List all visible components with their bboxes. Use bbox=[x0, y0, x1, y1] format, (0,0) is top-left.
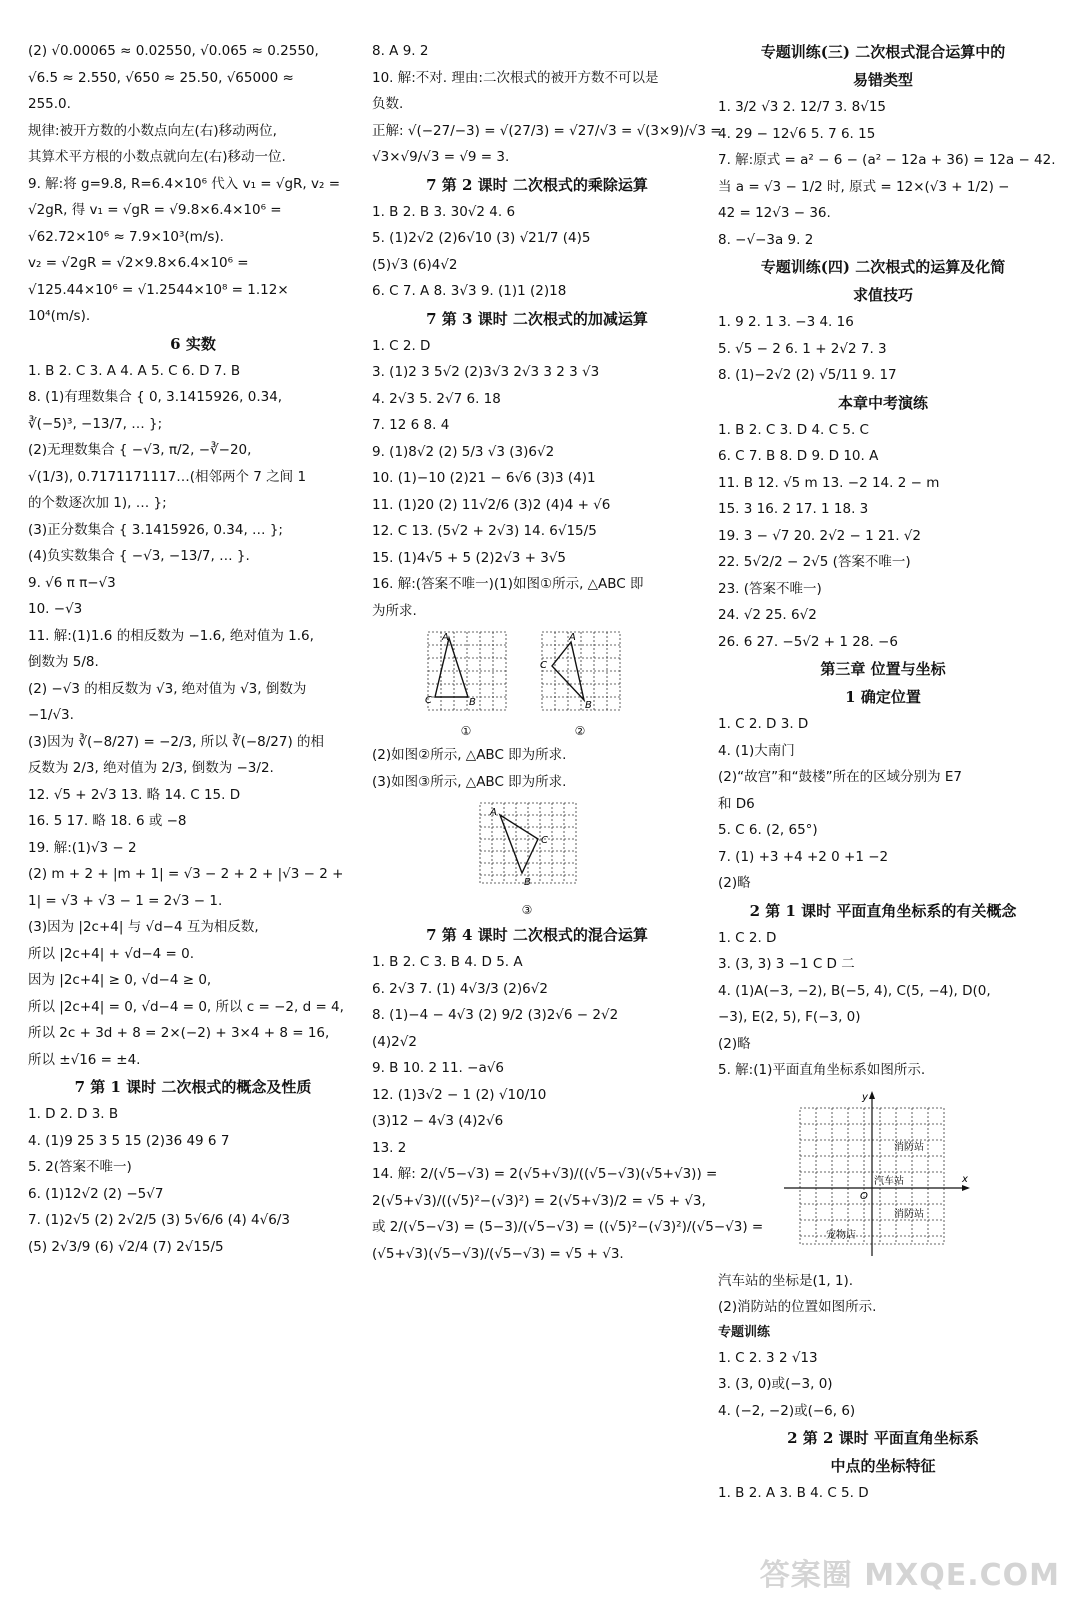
answer-line: 255.0. bbox=[28, 96, 71, 112]
answer-line: √(1/3), 0.7171171117…(相邻两个 7 之间 1 bbox=[28, 468, 307, 485]
answer-line: 1. 9 2. 1 3. −3 4. 16 bbox=[718, 314, 854, 330]
answer-line: 1. 3/2 √3 2. 12/7 3. 8√15 bbox=[718, 99, 886, 115]
answer-line: (3)12 − 4√3 (4)2√6 bbox=[372, 1113, 504, 1129]
answer-line: 5. 解:(1)平面直角坐标系如图所示. bbox=[718, 1062, 926, 1078]
answer-line: 其算术平方根的小数点就向左(右)移动一位. bbox=[28, 149, 286, 165]
answer-line: √3×√9/√3 = √9 = 3. bbox=[372, 149, 510, 165]
answer-line: 4. (−2, −2)或(−6, 6) bbox=[718, 1402, 856, 1419]
answer-line: 1| = √3 + √3 − 1 = 2√3 − 1. bbox=[28, 892, 223, 909]
answer-line: 16. 解:(答案不唯一)(1)如图①所示, △ABC 即 bbox=[372, 576, 644, 592]
axis-y-label: y bbox=[862, 1091, 868, 1103]
place-label-3: 消防站 bbox=[894, 1208, 924, 1220]
fig1-label-a: A bbox=[442, 632, 449, 643]
answer-line: 1. C 2. 3 2 √13 bbox=[718, 1349, 818, 1366]
answer-column-1 bbox=[28, 38, 358, 1260]
answer-line: 当 a = √3 − 1/2 时, 原式 = 12×(√3 + 1/2) − bbox=[718, 178, 1010, 195]
answer-line: 5. (1)2√2 (2)6√10 (3) √21/7 (4)5 bbox=[372, 230, 591, 246]
answer-line: 8. A 9. 2 bbox=[372, 43, 429, 59]
answer-line: 所以 |2c+4| + √d−4 = 0. bbox=[28, 945, 195, 962]
answer-line: (2) m + 2 + |m + 1| = √3 − 2 + 2 + |√3 − 2 + bbox=[28, 866, 344, 882]
figure-1-grid bbox=[422, 628, 510, 720]
answer-line: 6. 2√3 7. (1) 4√3/3 (2)6√2 bbox=[372, 980, 548, 997]
answer-line: 12. √5 + 2√3 13. 略 14. C 15. D bbox=[28, 786, 241, 803]
answer-line: 10. −√3 bbox=[28, 601, 83, 617]
answer-line: (3)正分数集合 { 3.1415926, 0.3̇4̇, … }; bbox=[28, 521, 283, 538]
answer-line: (5) 2√3/9 (6) √2/4 (7) 2√15/5 bbox=[28, 1238, 224, 1255]
answer-line: 1. C 2. D bbox=[372, 337, 431, 354]
fig1-label-c: C bbox=[425, 695, 432, 706]
answer-line: 为所求. bbox=[372, 602, 417, 619]
answer-line: √6.5 ≈ 2.550, √650 ≈ 25.50, √65000 ≈ bbox=[28, 69, 294, 86]
answer-line: 7. (1) +3 +4 +2 0 +1 −2 bbox=[718, 848, 889, 865]
answer-line: (4)负实数集合 { −√3, −13/7, … }. bbox=[28, 548, 250, 564]
section-heading: 专题训练(四) 二次根式的运算及化简 bbox=[760, 258, 1006, 276]
answer-line: (2) √0.00065 ≈ 0.02550, √0.065 ≈ 0.2550, bbox=[28, 43, 319, 59]
answer-line: √125.44×10⁶ = √1.2544×10⁸ = 1.12× bbox=[28, 281, 289, 298]
sub-heading: 专题训练 bbox=[718, 1324, 771, 1340]
fig3-label-b: B bbox=[524, 877, 531, 888]
answer-line: 13. 2 bbox=[372, 1139, 407, 1156]
answer-line: 3. (1)2 3 5√2 (2)3√3 2√3 3 2 3 √3 bbox=[372, 364, 600, 380]
answer-line: −3), E(2, 5), F(−3, 0) bbox=[718, 1009, 861, 1025]
place-label-2: 汽车站 bbox=[874, 1175, 904, 1187]
answer-line: 2(√5+√3)/((√5)²−(√3)²) = 2(√5+√3)/2 = √5 + √3, bbox=[372, 1192, 706, 1209]
answer-line: 3. (3, 3) 3 −1 C D 二 bbox=[718, 956, 855, 972]
answer-line: (2) −√3 的相反数为 √3, 绝对值为 √3, 倒数为 bbox=[28, 680, 307, 697]
section-heading: 第三章 位置与坐标 bbox=[820, 660, 946, 678]
answer-line: (4)2√2 bbox=[372, 1033, 417, 1050]
answer-line: 9. B 10. 2 11. −a√6 bbox=[372, 1060, 504, 1076]
answer-line: 4. (1)A(−3, −2), B(−5, 4), C(5, −4), D(0, bbox=[718, 982, 991, 999]
answer-line: 42 = 12√3 − 36. bbox=[718, 205, 831, 221]
answer-line: 19. 3 − √7 20. 2√2 − 1 21. √2 bbox=[718, 527, 921, 544]
section-heading: 7 第 1 课时 二次根式的概念及性质 bbox=[74, 1078, 312, 1096]
section-heading: 本章中考演练 bbox=[837, 393, 928, 412]
answer-line: (3)因为 |2c+4| 与 √d−4 互为相反数, bbox=[28, 919, 259, 935]
answer-line: √62.72×10⁶ ≈ 7.9×10³(m/s). bbox=[28, 228, 224, 245]
answer-line: 9. (1)8√2 (2) 5/3 √3 (3)6√2 bbox=[372, 443, 555, 460]
figure-1-caption: ① bbox=[460, 724, 472, 738]
answer-line: 5. √5 − 2 6. 1 + 2√2 7. 3 bbox=[718, 340, 887, 357]
answer-line: 11. (1)20 (2) 11√2/6 (3)2 (4)4 + √6 bbox=[372, 496, 611, 513]
answer-line: 8. (1)−4 − 4√3 (2) 9/2 (3)2√6 − 2√2 bbox=[372, 1007, 619, 1023]
answer-line: 和 D6 bbox=[718, 795, 755, 812]
answer-line: ∛(−5)³, −13/7, … }; bbox=[28, 415, 163, 432]
answer-line: 1. B 2. B 3. 30√2 4. 6 bbox=[372, 203, 516, 220]
answer-line: 汽车站的坐标是(1, 1). bbox=[718, 1272, 854, 1289]
answer-line: 7. 12 6 8. 4 bbox=[372, 417, 450, 433]
answer-line: 1. C 2. D 3. D bbox=[718, 716, 809, 732]
figure-3-caption: ③ bbox=[521, 903, 533, 917]
answer-line: 24. √2 25. 6√2 bbox=[718, 607, 817, 623]
section-heading: 6 实数 bbox=[170, 334, 216, 353]
answer-line: 10. 解:不对. 理由:二次根式的被开方数不可以是 bbox=[372, 69, 659, 86]
answer-line: 1. B 2. A 3. B 4. C 5. D bbox=[718, 1485, 869, 1501]
answer-line: 15. 3 16. 2 17. 1 18. 3 bbox=[718, 501, 869, 517]
figure-3-grid bbox=[472, 799, 582, 899]
answer-line: 4. 29 − 12√6 5. 7 6. 15 bbox=[718, 125, 876, 142]
answer-line: 6. C 7. A 8. 3√3 9. (1)1 (2)18 bbox=[372, 283, 567, 299]
answer-line: 11. B 12. √5 m 13. −2 14. 2 − m bbox=[718, 474, 940, 491]
answer-line: 26. 6 27. −5√2 + 1 28. −6 bbox=[718, 633, 898, 650]
answer-line: −1/√3. bbox=[28, 707, 74, 723]
section-heading: 7 第 2 课时 二次根式的乘除运算 bbox=[426, 175, 648, 194]
figure-2-caption: ② bbox=[574, 724, 586, 738]
section-heading: 易错类型 bbox=[852, 71, 913, 89]
answer-line: 12. (1)3√2 − 1 (2) √10/10 bbox=[372, 1086, 547, 1103]
answer-line: 8. (1)有理数集合 { 0, 3.1415926, 0.3̇4̇, bbox=[28, 389, 283, 405]
figure-2 bbox=[536, 628, 624, 738]
answer-line: 的个数逐次加 1), … }; bbox=[28, 495, 167, 511]
answer-line: 11. 解:(1)1.6 的相反数为 −1.6, 绝对值为 1.6, bbox=[28, 627, 314, 644]
answer-line: 16. 5 17. 略 18. 6 或 −8 bbox=[28, 813, 187, 829]
section-heading: 中点的坐标特征 bbox=[830, 1457, 936, 1475]
origin-label: O bbox=[860, 1190, 868, 1202]
section-heading: 2 第 2 课时 平面直角坐标系 bbox=[787, 1429, 979, 1447]
answer-line: (√5+√3)(√5−√3)/(√5−√3) = √5 + √3. bbox=[372, 1245, 624, 1262]
answer-line: 6. C 7. B 8. D 9. D 10. A bbox=[718, 448, 879, 464]
column-3-part-b bbox=[718, 1268, 1048, 1507]
answer-column-3 bbox=[718, 38, 1056, 1507]
answer-line: 正解: √(−27/−3) = √(27/3) = √27/√3 = √(3×9)/√3 = bbox=[372, 122, 722, 139]
place-label-1: 消防站 bbox=[894, 1141, 924, 1153]
place-label-4: 宠物店 bbox=[826, 1229, 856, 1241]
answer-line: 7. 解:原式 = a² − 6 − (a² − 12a + 36) = 12a − 42. bbox=[718, 152, 1056, 168]
fig1-label-b: B bbox=[469, 697, 476, 708]
answer-line: 15. (1)4√5 + 5 (2)2√3 + 3√5 bbox=[372, 549, 567, 566]
section-heading: 7 第 4 课时 二次根式的混合运算 bbox=[426, 926, 648, 944]
answer-line: 5. C 6. (2, 65°) bbox=[718, 822, 818, 838]
answer-line: v₂ = √2gR = √2×9.8×6.4×10⁶ = bbox=[28, 255, 249, 271]
grid-figures-1-2 bbox=[372, 628, 702, 738]
section-heading: 1 确定位置 bbox=[845, 688, 921, 706]
axis-x-label: x bbox=[962, 1173, 968, 1185]
answer-line: (2)略 bbox=[718, 1035, 751, 1052]
answer-line: 8. (1)−2√2 (2) √5/11 9. 17 bbox=[718, 367, 897, 383]
answer-line: 反数为 2/3, 绝对值为 2/3, 倒数为 −3/2. bbox=[28, 760, 274, 776]
answer-line: 1. C 2. D bbox=[718, 929, 777, 946]
answer-line: (3)因为 ∛(−8/27) = −2/3, 所以 ∛(−8/27) 的相 bbox=[28, 733, 325, 750]
figure-2-grid bbox=[536, 628, 624, 720]
answer-line: 因为 |2c+4| ≥ 0, √d−4 ≥ 0, bbox=[28, 972, 212, 988]
answer-line: 8. −√−3a 9. 2 bbox=[718, 231, 814, 248]
grid-figure-3 bbox=[372, 799, 702, 917]
answer-line: 10⁴(m/s). bbox=[28, 308, 91, 324]
answer-line: (2)如图②所示, △ABC 即为所求. bbox=[372, 747, 567, 763]
answer-line: 4. 2√3 5. 2√7 6. 18 bbox=[372, 390, 501, 407]
answer-line: (2)无理数集合 { −√3, π/2, −∛−20, bbox=[28, 442, 252, 458]
answer-line: 4. (1)9 25 3 5 15 (2)36 49 6 7 bbox=[28, 1132, 230, 1149]
section-heading: 7 第 3 课时 二次根式的加减运算 bbox=[426, 309, 648, 328]
answer-line: 所以 ±√16 = ±4. bbox=[28, 1051, 141, 1068]
answer-line: 1. B 2. C 3. A 4. A 5. C 6. D 7. B bbox=[28, 362, 241, 379]
column-2-part-b bbox=[372, 742, 702, 795]
fig3-label-c: C bbox=[541, 835, 548, 846]
answer-line: 6. (1)12√2 (2) −5√7 bbox=[28, 1185, 164, 1202]
section-heading: 2 第 1 课时 平面直角坐标系的有关概念 bbox=[749, 901, 1017, 920]
answer-line: 23. (答案不唯一) bbox=[718, 580, 822, 597]
answer-line: (3)如图③所示, △ABC 即为所求. bbox=[372, 773, 567, 790]
answer-line: (2)略 bbox=[718, 875, 751, 891]
answer-line: 1. B 2. C 3. D 4. C 5. C bbox=[718, 421, 869, 438]
section-heading: 求值技巧 bbox=[852, 286, 913, 304]
answer-line: 9. 解:将 g=9.8, R=6.4×10⁶ 代入 v₁ = √gR, v₂ = bbox=[28, 175, 341, 192]
answer-line: 7. (1)2√5 (2) 2√2/5 (3) 5√6/6 (4) 4√6/3 bbox=[28, 1212, 290, 1228]
answer-line: 所以 2c + 3d + 8 = 2×(−2) + 3×4 + 8 = 16, bbox=[28, 1025, 330, 1041]
coordinate-plane bbox=[776, 1088, 976, 1260]
answer-line: (5)√3 (6)4√2 bbox=[372, 256, 458, 273]
figure-1 bbox=[422, 628, 510, 738]
coordinate-figure bbox=[718, 1088, 1048, 1264]
answer-line: 14. 解: 2/(√5−√3) = 2(√5+√3)/((√5−√3)(√5+√3)) = bbox=[372, 1166, 718, 1182]
answer-line: 12. C 13. (5√2 + 2√3) 14. 6√15/5 bbox=[372, 523, 597, 539]
answer-line: 4. (1)大南门 bbox=[718, 742, 795, 759]
answer-line: 1. D 2. D 3. B bbox=[28, 1106, 119, 1122]
answer-line: 5. 2(答案不唯一) bbox=[28, 1159, 132, 1175]
answer-line: 19. 解:(1)√3 − 2 bbox=[28, 839, 137, 856]
answer-line: 或 2/(√5−√3) = (5−3)/(√5−√3) = ((√5)²−(√3)²)/(√5−√3) = bbox=[372, 1219, 764, 1235]
answer-line: 1. B 2. C 3. B 4. D 5. A bbox=[372, 954, 523, 970]
answer-line: 负数. bbox=[372, 96, 404, 112]
answer-line: (2)消防站的位置如图所示. bbox=[718, 1299, 877, 1315]
watermark-logo: 答案圈 MXQE.COM bbox=[759, 1558, 1060, 1593]
answer-line: 22. 5√2/2 − 2√5 (答案不唯一) bbox=[718, 554, 911, 570]
answer-line: 10. (1)−10 (2)21 − 6√6 (3)3 (4)1 bbox=[372, 470, 596, 486]
column-2-part-a bbox=[372, 38, 722, 624]
fig2-label-a: A bbox=[569, 632, 576, 643]
answer-line: √2gR, 得 v₁ = √gR = √9.8×6.4×10⁶ = bbox=[28, 202, 282, 218]
answer-line: 所以 |2c+4| = 0, √d−4 = 0, 所以 c = −2, d = 4, bbox=[28, 998, 344, 1015]
answer-line: 倒数为 5/8. bbox=[28, 654, 99, 670]
fig3-label-a: A bbox=[490, 807, 497, 818]
answer-line: (2)“故宫”和“鼓楼”所在的区域分别为 E7 bbox=[718, 769, 963, 785]
answer-line: 3. (3, 0)或(−3, 0) bbox=[718, 1376, 833, 1392]
section-heading: 专题训练(三) 二次根式混合运算中的 bbox=[760, 43, 1006, 61]
fig2-label-b: B bbox=[585, 700, 592, 711]
column-3-part-a bbox=[718, 38, 1056, 1084]
answer-line: 规律:被开方数的小数点向左(右)移动两位, bbox=[28, 122, 277, 139]
answer-line: 9. √6 π π−√3 bbox=[28, 574, 116, 591]
fig2-label-c: C bbox=[540, 660, 547, 671]
